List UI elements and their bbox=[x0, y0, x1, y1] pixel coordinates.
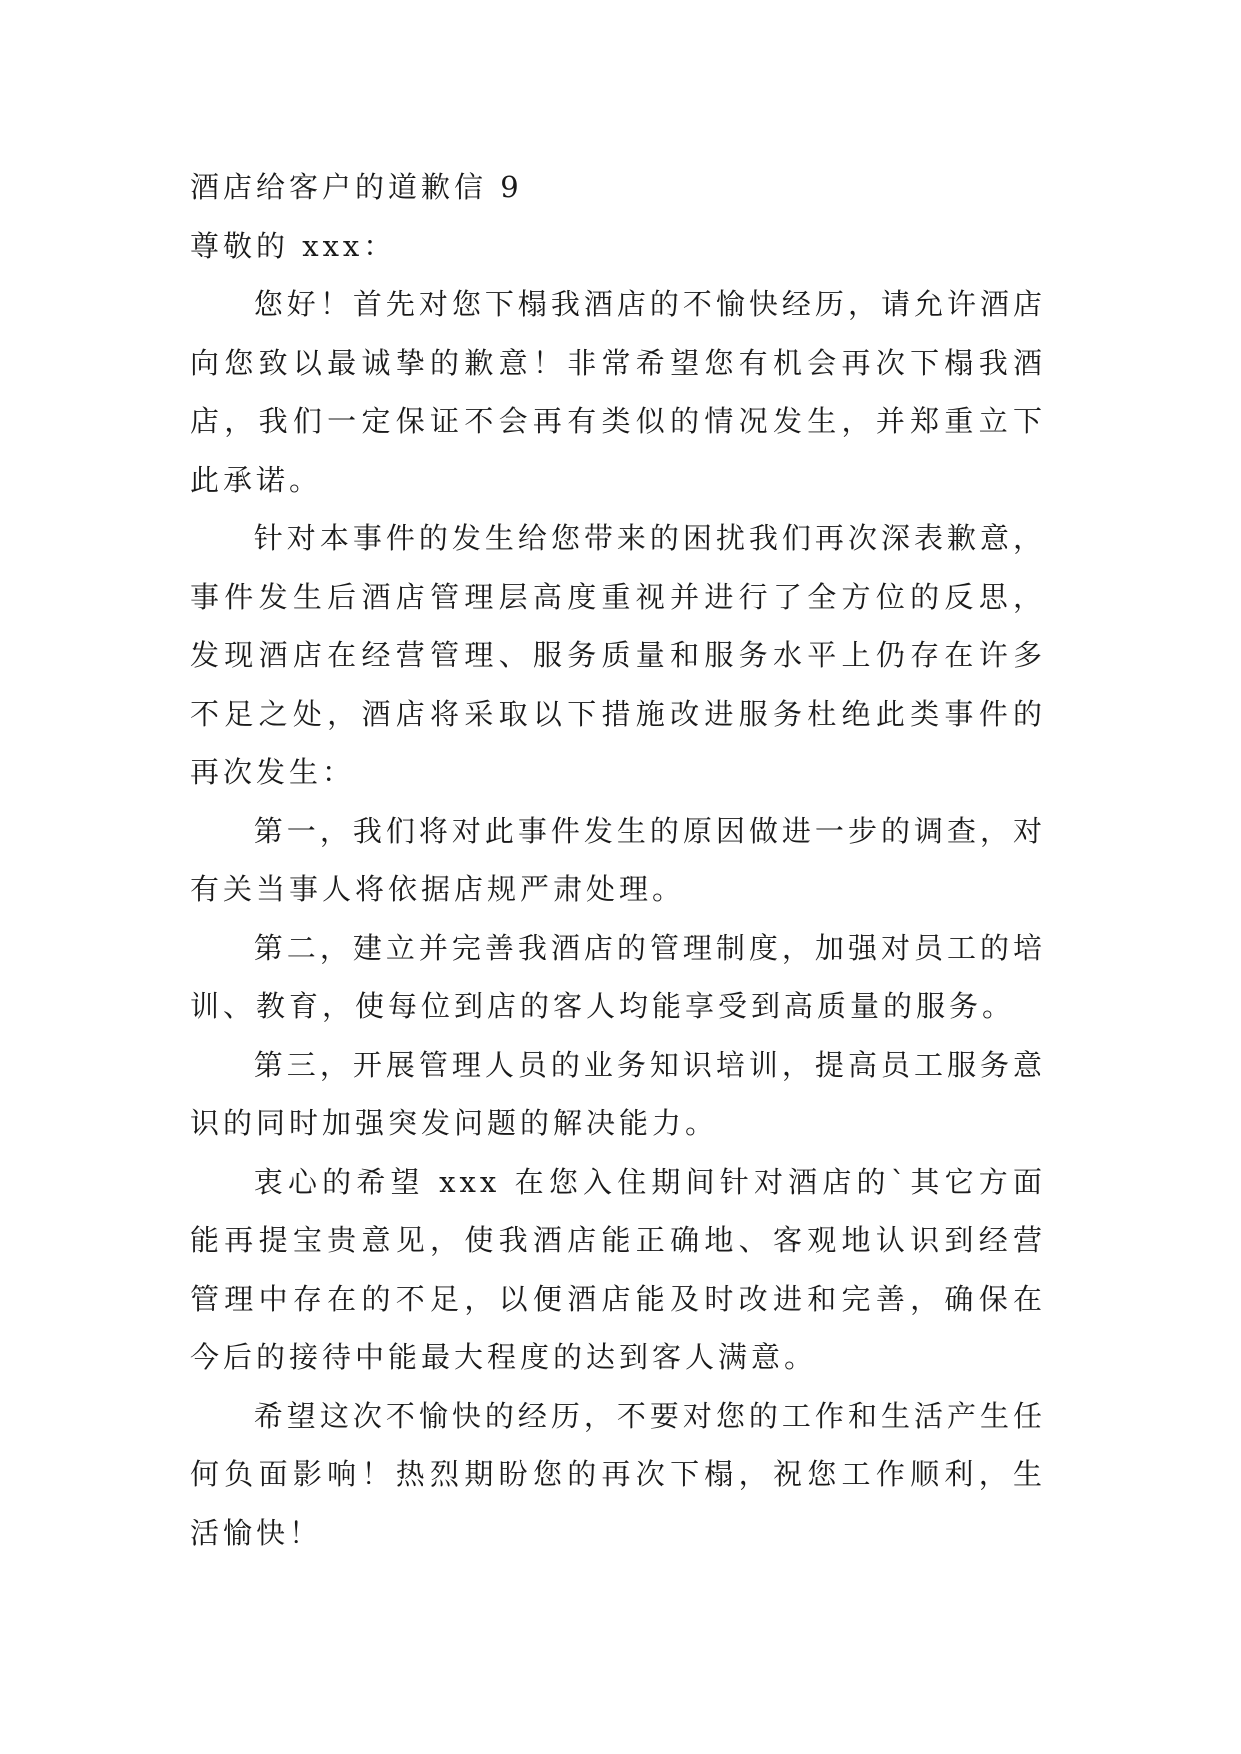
paragraph-measure-3: 第三，开展管理人员的业务知识培训，提高员工服务意识的同时加强突发问题的解决能力。 bbox=[190, 1047, 1046, 1140]
paragraph-closing: 希望这次不愉快的经历，不要对您的工作和生活产生任何负面影响！热烈期盼您的再次下榻，祝您工作顺利，生活愉快！ bbox=[190, 1398, 1046, 1550]
paragraph-measure-2: 第二，建立并完善我酒店的管理制度，加强对员工的培训、教育，使每位到店的客人均能享受到高质量的服务。 bbox=[190, 930, 1046, 1023]
salutation: 尊敬的 xxx： bbox=[190, 228, 397, 263]
paragraph-greeting: 您好！首先对您下榻我酒店的不愉快经历，请允许酒店向您致以最诚挚的歉意！非常希望您有机会再次下榻我酒店，我们一定保证不会再有类似的情况发生，并郑重立下此承诺。 bbox=[190, 287, 1046, 497]
paragraph-feedback: 衷心的希望 xxx 在您入住期间针对酒店的`其它方面能再提宝贵意见，使我酒店能正确地、客观地认识到经营管理中存在的不足，以便酒店能及时改进和完善，确保在今后的接待中能最大程度的达到客人满意。 bbox=[190, 1164, 1046, 1374]
document-title: 酒店给客户的道歉信 9 bbox=[190, 170, 523, 204]
paragraph-apology: 针对本事件的发生给您带来的困扰我们再次深表歉意，事件发生后酒店管理层高度重视并进行了全方位的反思，发现酒店在经营管理、服务质量和服务水平上仍存在许多不足之处，酒店将采取以下措施改进服务杜绝此类事件的再次发生： bbox=[190, 521, 1046, 789]
letter-body bbox=[190, 158, 1046, 1562]
paragraph-measure-1: 第一，我们将对此事件发生的原因做进一步的调查，对有关当事人将依据店规严肃处理。 bbox=[190, 813, 1046, 906]
